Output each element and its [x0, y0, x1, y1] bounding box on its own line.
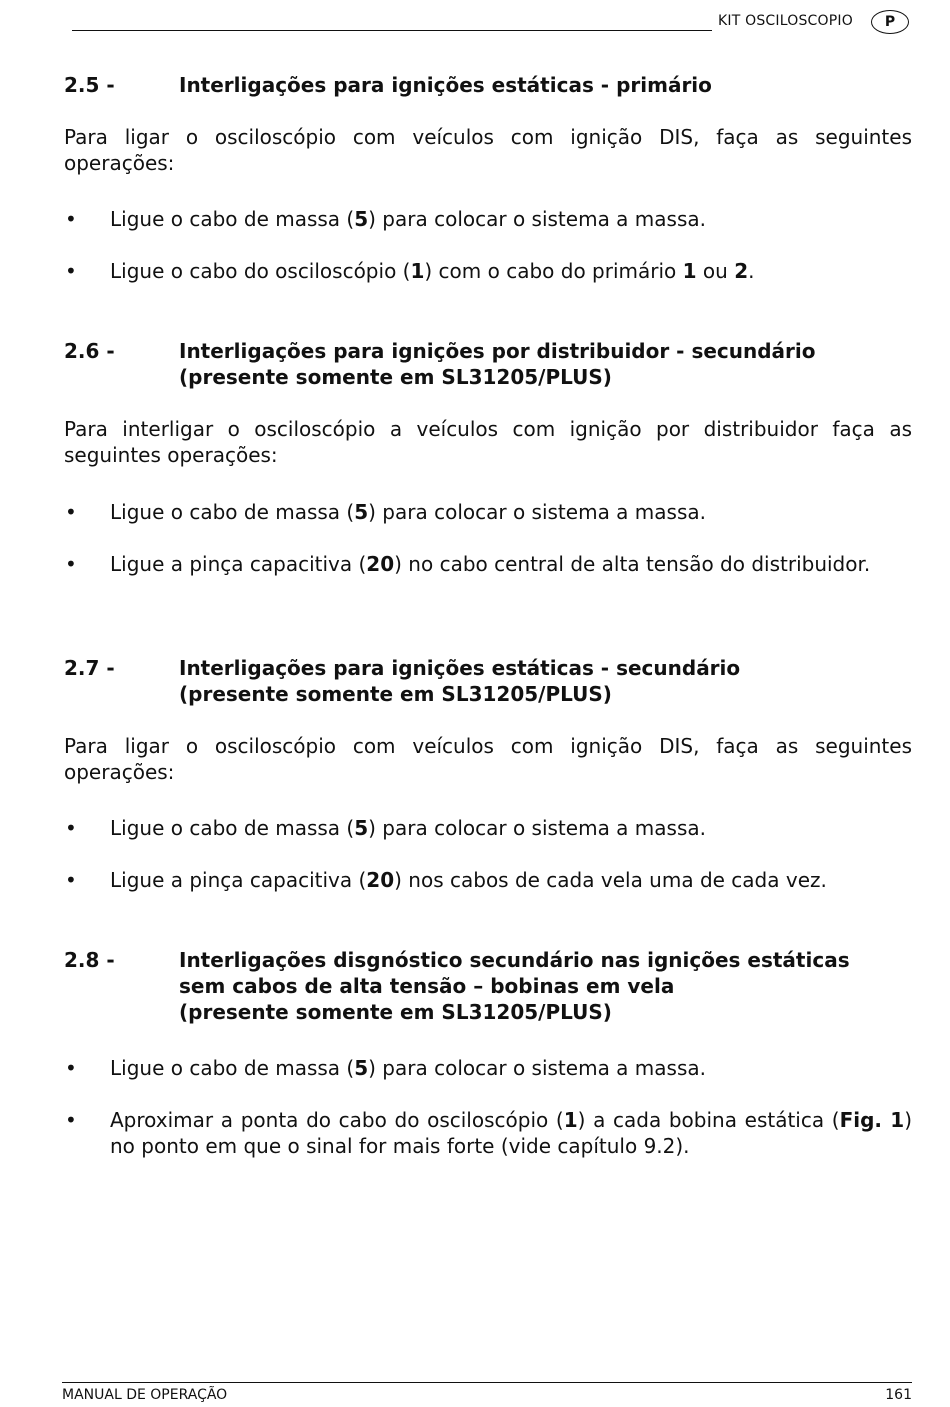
bullet-icon: •: [65, 500, 77, 524]
bold-reference: 20: [366, 868, 395, 892]
bullet-item: [64, 815, 912, 841]
bullet-icon: •: [65, 259, 77, 283]
bullet-text: Ligue o cabo de massa (5) para colocar o sistema a massa.: [110, 500, 706, 524]
bullet-icon: •: [65, 1108, 77, 1132]
bullet-item: [64, 499, 912, 525]
page-header: [72, 10, 910, 36]
bullet-icon: •: [65, 816, 77, 840]
bullet-icon: •: [65, 1056, 77, 1080]
section-title: [179, 338, 912, 390]
section-2-7: [64, 655, 912, 893]
bold-reference: 5: [354, 500, 369, 524]
section-number: 2.8 -: [64, 948, 115, 972]
bullet-icon: •: [65, 868, 77, 892]
bullet-text: Ligue o cabo de massa (5) para colocar o sistema a massa.: [110, 816, 706, 840]
section-heading: [64, 338, 912, 390]
bullet-text: Ligue a pinça capacitiva (20) nos cabos de cada vela uma de cada vez.: [110, 868, 827, 892]
bullet-text: Ligue o cabo de massa (5) para colocar o sistema a massa.: [110, 1056, 706, 1080]
section-number: 2.7 -: [64, 656, 115, 680]
section-heading: [64, 72, 912, 98]
bullet-text: Ligue o cabo do osciloscópio (1) com o cabo do primário 1 ou 2.: [110, 259, 755, 283]
section-title-line: sem cabos de alta tensão – bobinas em vela: [179, 974, 675, 998]
bullet-text: Aproximar a ponta do cabo do osciloscópio (1) a cada bobina estática (Fig. 1) no ponto em que o sinal for mais forte (vide capítulo 9.2).: [110, 1108, 913, 1158]
page-number: 161: [885, 1387, 912, 1403]
bullet-icon: •: [65, 552, 77, 576]
bullet-text: Ligue o cabo de massa (5) para colocar o sistema a massa.: [110, 207, 706, 231]
bold-reference: 20: [366, 552, 395, 576]
section-intro: Para ligar o osciloscópio com veículos com ignição DIS, faça as seguintes operações:: [64, 734, 912, 784]
bullet-item: [64, 551, 912, 577]
section-heading: [64, 655, 912, 707]
section-title: [179, 655, 912, 707]
section-title-line: (presente somente em SL31205/PLUS): [179, 365, 612, 389]
bold-reference: 1: [410, 259, 425, 283]
section-2-5: [64, 72, 912, 284]
bold-reference: 2: [734, 259, 749, 283]
bold-reference: 1: [563, 1108, 578, 1132]
section-title-line: (presente somente em SL31205/PLUS): [179, 682, 612, 706]
bold-reference: 5: [354, 816, 369, 840]
section-title-line: Interligações para ignições estáticas - primário: [179, 73, 712, 97]
section-title-line: Interligações para ignições estáticas - secundário: [179, 656, 741, 680]
section-title-line: (presente somente em SL31205/PLUS): [179, 1000, 612, 1024]
section-heading: [64, 947, 912, 1025]
language-badge: P: [871, 10, 909, 34]
bold-reference: 5: [354, 1056, 369, 1080]
page-footer: [62, 1382, 912, 1403]
section-title-line: Interligações disgnóstico secundário nas ignições estáticas: [179, 948, 850, 972]
section-title: [179, 947, 912, 1025]
bullet-icon: •: [65, 207, 77, 231]
bullet-item: [64, 867, 912, 893]
bullet-item: [64, 258, 912, 284]
footer-manual-title: MANUAL DE OPERAÇÃO: [62, 1387, 228, 1403]
section-2-8: [64, 947, 912, 1159]
bullet-text: Ligue a pinça capacitiva (20) no cabo central de alta tensão do distribuidor.: [110, 552, 871, 576]
bold-reference: 1: [682, 259, 697, 283]
section-number: 2.6 -: [64, 339, 115, 363]
section-intro: Para interligar o osciloscópio a veículos com ignição por distribuidor faça as seguintes operações:: [64, 417, 912, 467]
header-title: KIT OSCILOSCOPIO: [718, 13, 853, 29]
bullet-item: [64, 1055, 912, 1081]
section-number: 2.5 -: [64, 73, 115, 97]
bold-reference: Fig. 1: [839, 1108, 905, 1132]
section-title-line: Interligações para ignições por distribuidor - secundário: [179, 339, 816, 363]
bullet-item: [64, 1107, 912, 1159]
section-intro: Para ligar o osciloscópio com veículos com ignição DIS, faça as seguintes operações:: [64, 125, 912, 175]
header-rule: [72, 30, 712, 31]
bold-reference: 5: [354, 207, 369, 231]
bullet-item: [64, 206, 912, 232]
section-title: [179, 72, 912, 98]
section-2-6: [64, 338, 912, 577]
